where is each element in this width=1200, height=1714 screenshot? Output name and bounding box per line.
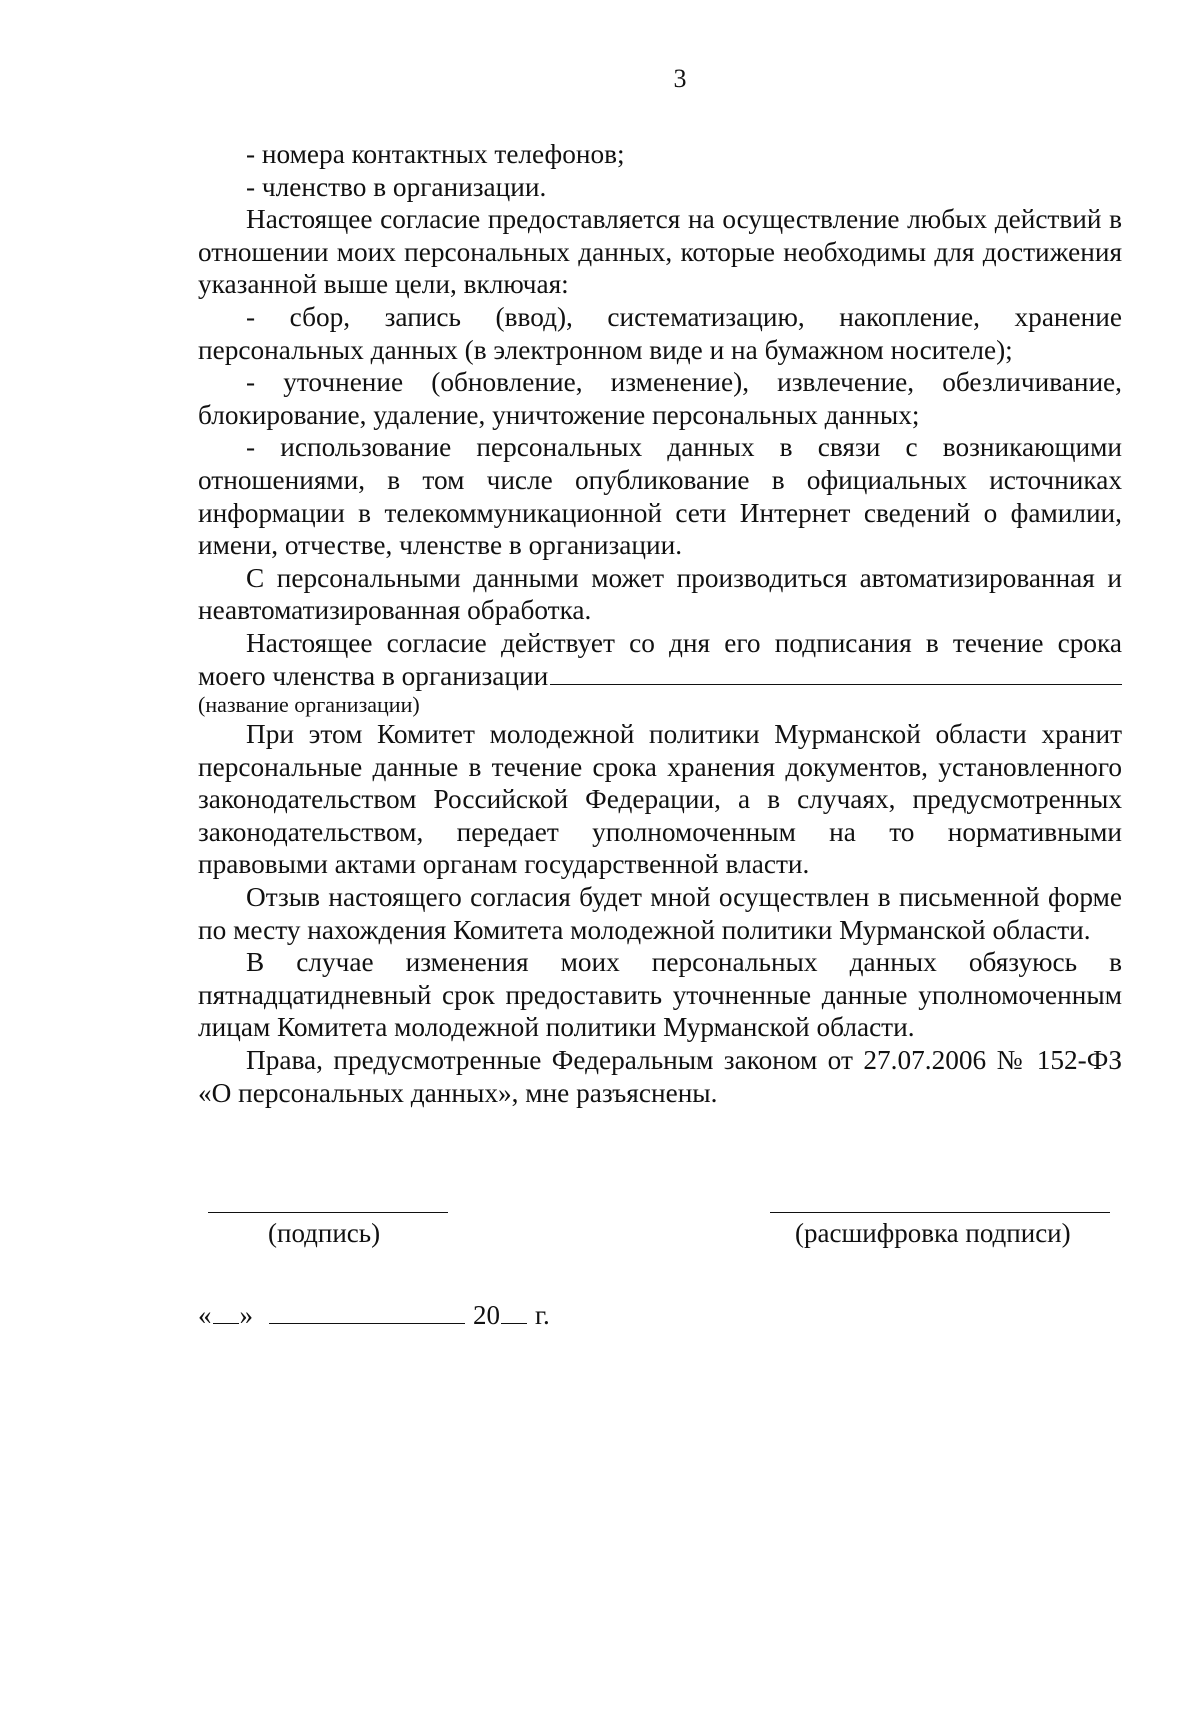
document-body [198,138,1122,1109]
organization-line [198,660,1122,693]
date-year-prefix: 20 [473,1300,500,1330]
paragraph-processing: С персональными данными может производиться автоматизированная и неавтоматизированная обработка. [198,562,1122,626]
paragraph-rights: Права, предусмотренные Федеральным законом от 27.07.2006 № 152-ФЗ «О персональных данных», мне разъяснены. [198,1045,1122,1108]
paragraph-changes: В случае изменения моих персональных данных обязуюсь в пятнадцатидневный срок предоставить уточненные данные уполномоченным лицам Комитета молодежной политики Мурманской области. [198,947,1122,1043]
paragraph-storage: При этом Комитет молодежной политики Мурманской области хранит персональные данные в течение срока хранения документов, установленного законодательством Российской Федерации, а в случаях, предусмотренных законодательством, передает уполномоченным на то нормативными правовыми актами органам государственной власти. [198,719,1122,880]
signature-decryption-field[interactable] [770,1212,1110,1213]
paragraph-collection: - сбор, запись (ввод), систематизацию, накопление, хранение персональных данных (в электронном виде и на бумажном носителе); [198,301,1122,365]
date-open-quote: « [198,1300,212,1330]
date-day-field[interactable] [213,1301,239,1324]
paragraph-usage: - использование персональных данных в связи с возникающими отношениями, в том числе опубликование в официальных источниках информации в телекоммуникационной сети Интернет сведений о фамилии, имени, отчестве, членстве в организации. [198,432,1122,561]
organization-name-field[interactable] [550,660,1122,685]
organization-line-text: моего членства в организации [198,660,549,691]
paragraph-clarification: - уточнение (обновление, изменение), извлечение, обезличивание, блокирование, удаление, уничтожение персональных данных; [198,367,1122,430]
paragraph-phones: - номера контактных телефонов; [246,139,625,169]
date-year-field[interactable] [501,1301,527,1324]
signature-field[interactable] [208,1212,448,1213]
page-number: 3 [673,64,687,93]
date-close-quote: » [239,1300,253,1330]
signature-decryption-label: (расшифровка подписи) [795,1218,1071,1248]
paragraph-revocation: Отзыв настоящего согласия будет мной осуществлен в письменной форме по месту нахождения Комитета молодежной политики Мурманской области. [198,882,1122,945]
date-month-field[interactable] [269,1301,465,1324]
date-line [198,1300,550,1331]
organization-caption: (название организации) [198,692,420,718]
paragraph-membership: - членство в организации. [246,171,547,202]
signature-label: (подпись) [268,1218,381,1248]
date-year-suffix: г. [535,1300,550,1330]
paragraph-validity: Настоящее согласие действует со дня его подписания в течение срока [246,627,1122,658]
paragraph-consent-actions: Настоящее согласие предоставляется на осуществление любых действий в отношении моих персональных данных, которые необходимы для достижения указанной выше цели, включая: [198,204,1122,300]
